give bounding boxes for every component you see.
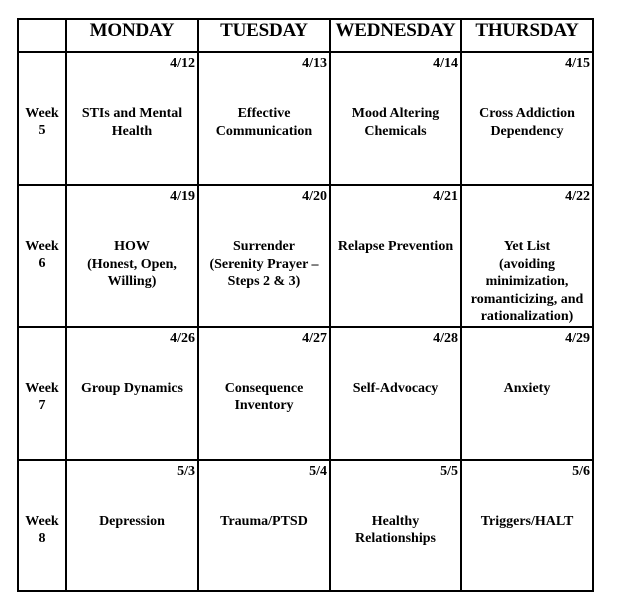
week-label xyxy=(18,52,66,185)
cell-date: 4/12 xyxy=(170,56,195,71)
header-row xyxy=(18,19,593,52)
schedule-cell xyxy=(461,460,593,591)
cell-date: 4/22 xyxy=(565,189,590,204)
cell-date: 4/15 xyxy=(565,56,590,71)
cell-topic: Yet List (avoiding minimization, romanticizing, and rationalization) xyxy=(470,239,584,324)
week-label-text: Week 7 xyxy=(25,380,59,413)
cell-date: 4/14 xyxy=(433,56,458,71)
day-header-monday: MONDAY xyxy=(66,19,198,52)
cell-topic: Effective Communication xyxy=(215,106,313,139)
schedule-cell xyxy=(330,327,461,460)
cell-date: 5/6 xyxy=(572,463,590,479)
schedule-cell xyxy=(461,52,593,185)
cell-topic: STIs and Mental Health xyxy=(81,106,183,139)
cell-topic: Depression xyxy=(99,513,165,529)
cell-topic: Triggers/HALT xyxy=(480,513,574,529)
cell-date: 4/27 xyxy=(302,330,327,346)
schedule-cell xyxy=(461,327,593,460)
cell-date: 4/26 xyxy=(170,330,195,346)
cell-topic: Surrender (Serenity Prayer – Steps 2 & 3) xyxy=(209,239,319,289)
schedule-cell xyxy=(198,327,330,460)
cell-date: 5/3 xyxy=(177,463,195,479)
schedule-cell xyxy=(66,327,198,460)
cell-topic: Anxiety xyxy=(503,380,551,396)
cell-topic: Healthy Relationships xyxy=(355,513,436,546)
schedule-cell xyxy=(66,185,198,327)
cell-topic: Group Dynamics xyxy=(80,380,184,396)
cell-date: 4/13 xyxy=(302,56,327,71)
schedule-cell xyxy=(330,460,461,591)
week-label xyxy=(18,185,66,327)
week-label xyxy=(18,460,66,591)
week-row xyxy=(18,185,593,327)
schedule-cell xyxy=(66,460,198,591)
cell-date: 5/4 xyxy=(309,463,327,479)
cell-date: 5/5 xyxy=(440,463,458,479)
schedule-cell xyxy=(330,52,461,185)
week-row xyxy=(18,52,593,185)
week-row xyxy=(18,460,593,591)
schedule-cell xyxy=(198,460,330,591)
cell-date: 4/19 xyxy=(170,189,195,204)
schedule-cell xyxy=(330,185,461,327)
day-header-thursday: THURSDAY xyxy=(461,19,593,52)
week-row xyxy=(18,327,593,460)
cell-date: 4/28 xyxy=(433,330,458,346)
cell-date: 4/20 xyxy=(302,189,327,204)
cell-topic: HOW (Honest, Open, Willing) xyxy=(87,239,177,289)
cell-topic: Trauma/PTSD xyxy=(220,513,308,529)
week-label-text: Week 6 xyxy=(25,239,59,271)
schedule-cell xyxy=(198,185,330,327)
schedule-table xyxy=(17,18,594,592)
cell-topic: Consequence Inventory xyxy=(224,380,304,413)
week-label-text: Week 8 xyxy=(25,513,59,546)
week-label-text: Week 5 xyxy=(25,106,59,138)
day-header-tuesday: TUESDAY xyxy=(198,19,330,52)
cell-topic: Cross Addiction Dependency xyxy=(479,106,575,139)
schedule-cell xyxy=(198,52,330,185)
schedule-cell xyxy=(461,185,593,327)
week-label xyxy=(18,327,66,460)
cell-date: 4/29 xyxy=(565,330,590,346)
corner-cell xyxy=(18,19,66,52)
schedule-cell xyxy=(66,52,198,185)
cell-topic: Mood Altering Chemicals xyxy=(351,106,440,139)
cell-topic: Relapse Prevention xyxy=(337,239,454,254)
day-header-wednesday: WEDNESDAY xyxy=(330,19,461,52)
cell-topic: Self-Advocacy xyxy=(352,380,439,396)
cell-date: 4/21 xyxy=(433,189,458,204)
